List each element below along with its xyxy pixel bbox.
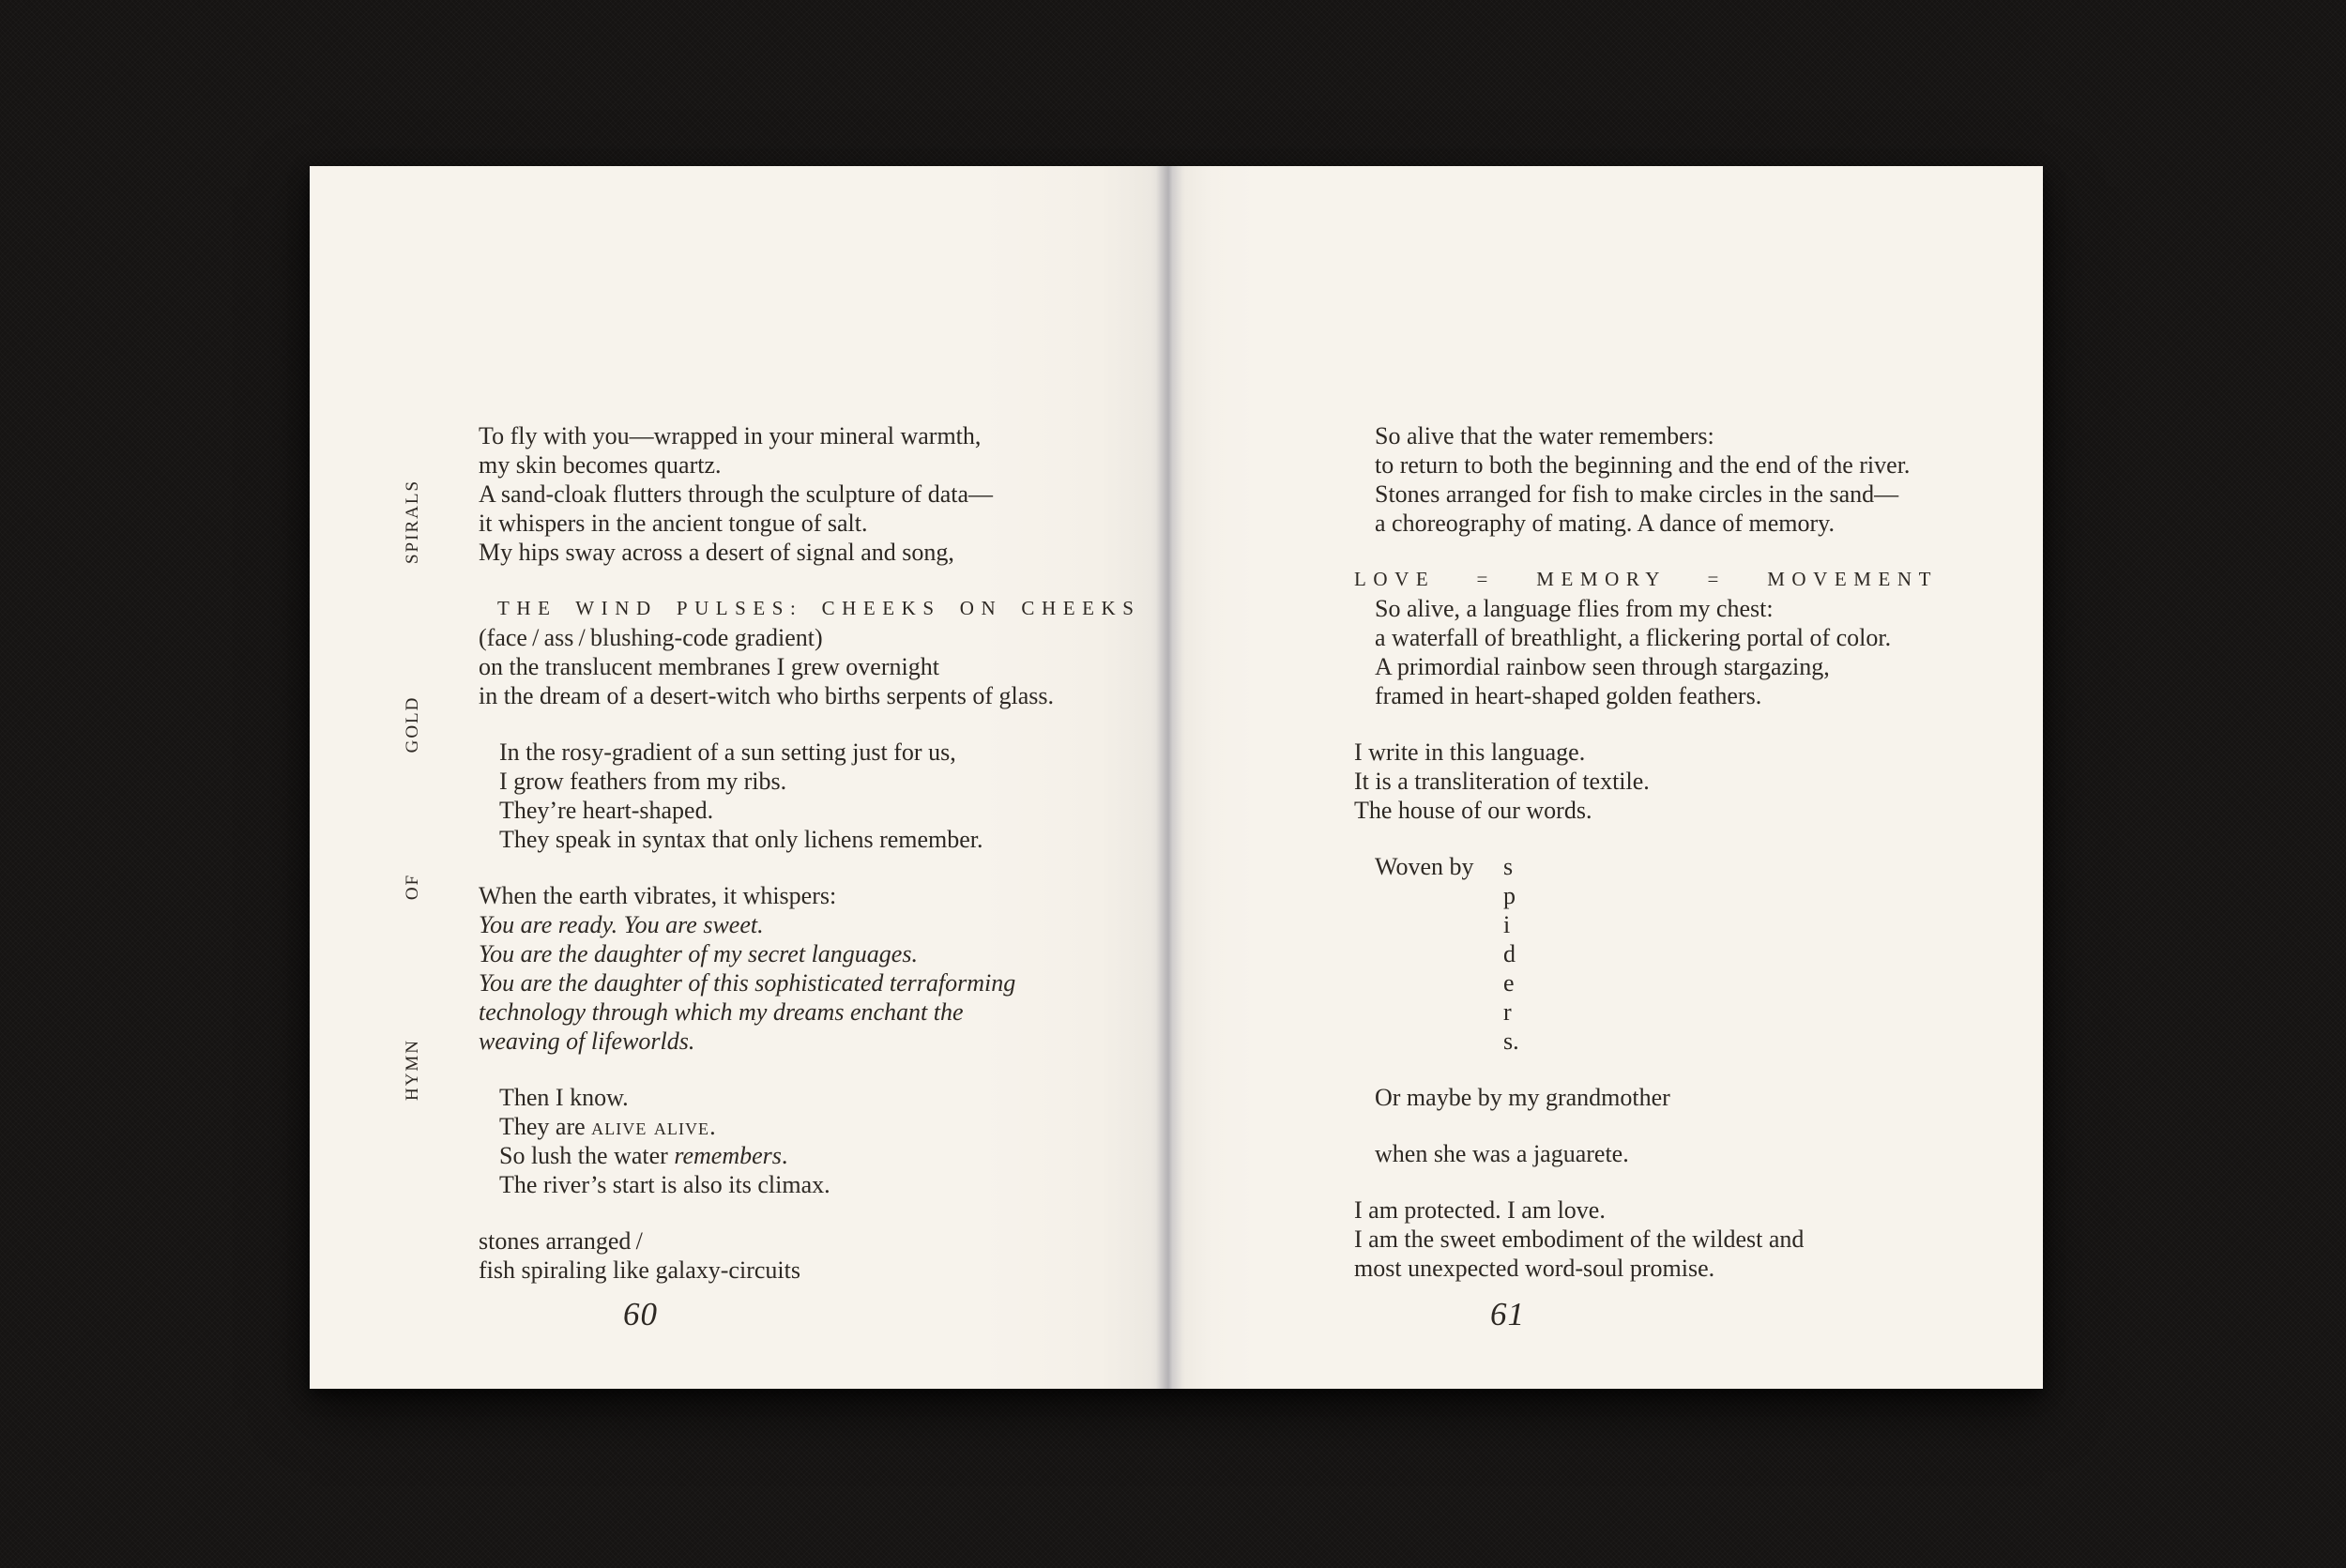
poem-line: (face / ass / blushing-code gradient) (479, 624, 823, 651)
spaced-caps-line: THE WIND PULSES: CHEEKS ON CHEEKS (497, 597, 1141, 619)
stanza (1354, 421, 1938, 538)
poem-line: most unexpected word-soul promise. (1354, 1255, 1715, 1282)
poem-line: To fly with you—wrapped in your mineral warmth, (479, 422, 982, 449)
text-segment: They are (499, 1113, 592, 1140)
poem-line: So alive, a language flies from my chest: (1375, 595, 1774, 622)
poem-line-italic: You are the daughter of my secret languages. (479, 940, 918, 967)
page-number-right: 61 (1490, 1296, 1525, 1332)
poem-line: Woven by (1375, 853, 1474, 880)
poem-line-italic: You are ready. You are sweet. (479, 911, 764, 938)
poem-line: A primordial rainbow seen through stargazing, (1375, 653, 1830, 680)
poem-line: Stones arranged for fish to make circles in the sand— (1375, 480, 1899, 508)
margin-word-hymn: HYMN (403, 1038, 422, 1102)
poem-line: Then I know. (499, 1084, 629, 1111)
poem-line: The river’s start is also its climax. (499, 1171, 830, 1198)
vertical-letter: d (1503, 940, 1516, 967)
poem-line: when she was a jaguarete. (1375, 1140, 1629, 1167)
poem-line: When the earth vibrates, it whispers: (479, 882, 837, 909)
vertical-letter: i (1503, 911, 1511, 938)
book-spread (310, 166, 2043, 1389)
poem-line: They’re heart-shaped. (499, 797, 714, 824)
page-number-left: 60 (623, 1296, 658, 1332)
poem-line: Or maybe by my grandmother (1375, 1084, 1670, 1111)
stanza (1354, 594, 1938, 710)
poem-line-italic: weaving of lifeworlds. (479, 1028, 695, 1055)
vertical-letter: s (1503, 853, 1514, 880)
poem-line-italic: You are the daughter of this sophisticated terraforming (479, 969, 1016, 997)
vertical-letter: e (1503, 969, 1515, 997)
poem-line: framed in heart-shaped golden feathers. (1375, 682, 1762, 709)
poem-line: They speak in syntax that only lichens remember. (499, 826, 983, 853)
stanza (1354, 1195, 1938, 1283)
poem-line: I am protected. I am love. (1354, 1196, 1606, 1224)
poem-column-right (1354, 421, 1938, 1310)
poem-line: stones arranged / (479, 1227, 643, 1255)
vertical-letter-column (1503, 852, 1519, 1056)
poem-line: fish spiraling like galaxy-circuits (479, 1256, 800, 1284)
spaced-caps-line: LOVE = MEMORY = MOVEMENT (1354, 568, 1939, 590)
stanza (1354, 738, 1938, 825)
text-segment: . (781, 1142, 788, 1169)
stanza (1354, 1083, 1938, 1112)
poem-line-italic: technology through which my dreams enchant the (479, 998, 964, 1026)
poem-line (499, 1141, 1140, 1170)
italic-segment: remembers (674, 1142, 782, 1169)
poem-line: on the translucent membranes I grew overnight (479, 653, 939, 680)
poem-line: A sand-cloak flutters through the sculpture of data— (479, 480, 994, 508)
poem-line: a choreography of mating. A dance of memory. (1375, 510, 1835, 537)
poem-line: my skin becomes quartz. (479, 451, 722, 479)
small-caps-segment: alive alive (591, 1113, 710, 1140)
poem-column-left (479, 421, 1140, 1312)
stanza (1354, 1139, 1938, 1168)
poem-line: I grow feathers from my ribs. (499, 768, 787, 795)
poem-line: The house of our words. (1354, 797, 1592, 824)
stanza (479, 421, 1140, 567)
spiders-figure (1354, 852, 1938, 1056)
margin-word-of: OF (403, 873, 422, 901)
poem-line: So alive that the water remembers: (1375, 422, 1714, 449)
poem-line: I write in this language. (1354, 738, 1586, 766)
stanza (479, 1226, 1140, 1285)
stanza (479, 881, 1140, 1056)
stanza (479, 738, 1140, 854)
poem-line: It is a transliteration of textile. (1354, 768, 1650, 795)
vertical-letter: r (1503, 998, 1512, 1026)
stanza (479, 1083, 1140, 1199)
stanza (479, 623, 1140, 710)
poem-line: to return to both the beginning and the end of the river. (1375, 451, 1911, 479)
vertical-letter: p (1503, 882, 1516, 909)
poem-line: My hips sway across a desert of signal and song, (479, 539, 954, 566)
poem-line: In the rosy-gradient of a sun setting just for us, (499, 738, 956, 766)
poem-line: I am the sweet embodiment of the wildest and (1354, 1225, 1805, 1253)
poem-line: it whispers in the ancient tongue of salt. (479, 510, 868, 537)
poem-line: a waterfall of breathlight, a flickering portal of color. (1375, 624, 1892, 651)
margin-word-spirals: SPIRALS (403, 479, 422, 565)
poem-line (499, 1112, 1140, 1141)
text-segment: . (709, 1113, 716, 1140)
text-segment: So lush the water (499, 1142, 675, 1169)
poem-line: in the dream of a desert-witch who births serpents of glass. (479, 682, 1055, 709)
margin-word-gold: GOLD (403, 695, 422, 754)
vertical-letter: s. (1503, 1028, 1519, 1055)
